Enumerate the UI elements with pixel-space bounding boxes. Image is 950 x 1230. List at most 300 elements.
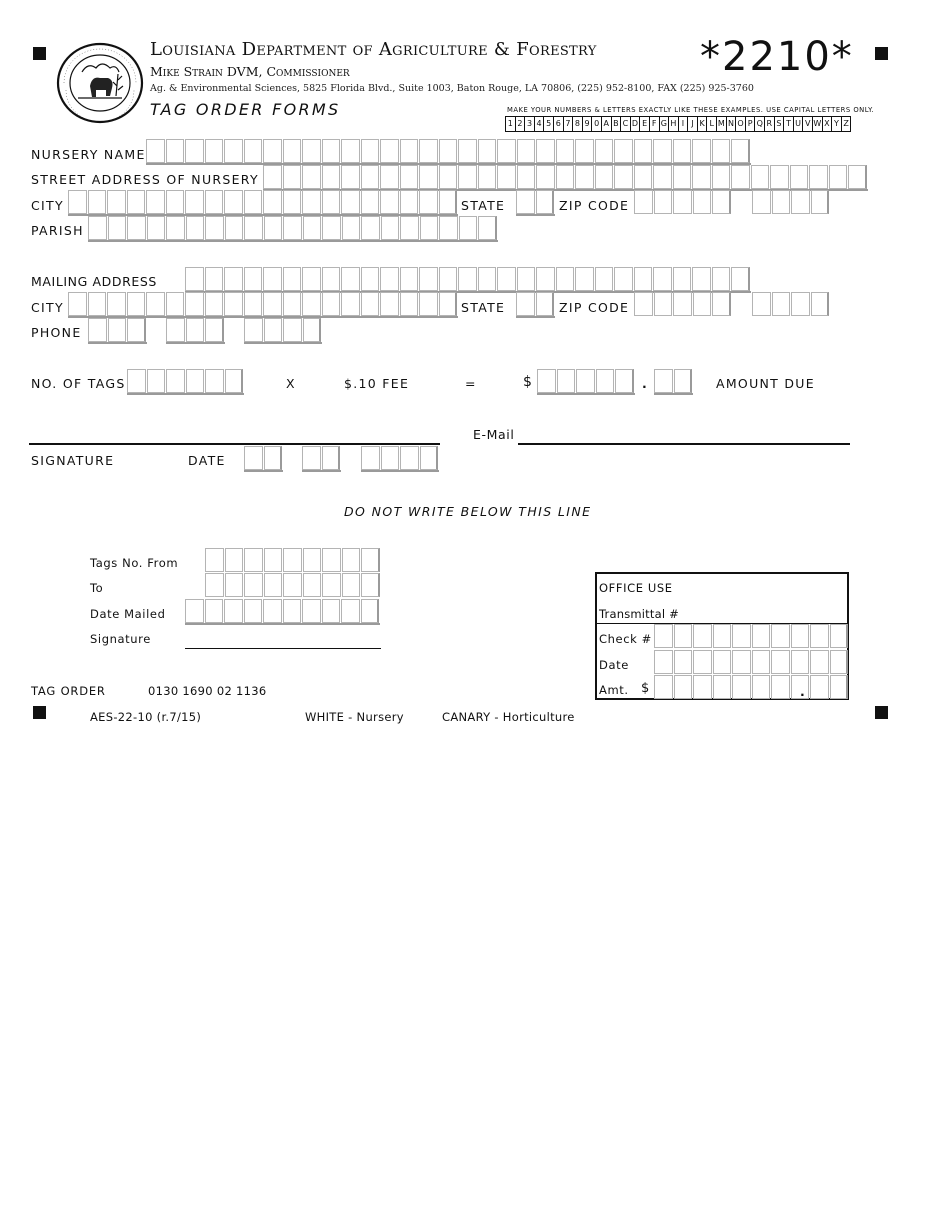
character-box[interactable] <box>400 446 419 470</box>
mailing-city-input[interactable] <box>68 292 458 318</box>
character-box[interactable] <box>341 139 360 163</box>
character-box[interactable] <box>791 292 810 316</box>
character-box[interactable] <box>205 548 224 572</box>
registration-mark-bottom-left <box>33 706 46 719</box>
character-box[interactable] <box>400 139 419 163</box>
character-box[interactable] <box>400 292 419 316</box>
character-box[interactable] <box>361 216 380 240</box>
character-box[interactable] <box>244 190 263 214</box>
character-box[interactable] <box>361 139 380 163</box>
character-box[interactable] <box>497 139 516 163</box>
character-box[interactable] <box>146 292 165 316</box>
city-label: CITY <box>31 198 64 213</box>
character-box[interactable] <box>127 190 146 214</box>
character-box[interactable] <box>634 190 653 214</box>
character-box[interactable] <box>341 292 360 316</box>
character-box[interactable] <box>264 318 283 342</box>
character-box[interactable] <box>634 267 653 291</box>
character-box[interactable] <box>264 216 283 240</box>
character-box[interactable] <box>752 650 771 674</box>
character-box[interactable] <box>459 216 478 240</box>
office-date-input[interactable] <box>654 650 849 674</box>
character-box[interactable] <box>224 139 243 163</box>
character-box[interactable] <box>751 165 770 189</box>
commissioner-name: Mike Strain DVM, Commissioner <box>150 64 350 79</box>
character-box[interactable] <box>380 190 399 214</box>
character-box[interactable] <box>224 292 243 316</box>
character-box[interactable] <box>361 165 380 189</box>
character-box[interactable] <box>791 624 810 648</box>
character-box[interactable] <box>517 267 536 291</box>
character-box[interactable] <box>674 369 693 393</box>
character-box[interactable] <box>712 139 731 163</box>
character-box[interactable] <box>322 548 341 572</box>
character-box[interactable] <box>185 599 204 623</box>
department-title: Louisiana Department of Agriculture & Forestry <box>150 39 597 60</box>
no-of-tags-input[interactable] <box>127 369 244 395</box>
character-box[interactable] <box>693 624 712 648</box>
character-box[interactable] <box>536 292 555 316</box>
character-box[interactable] <box>614 267 633 291</box>
character-box[interactable] <box>225 369 244 393</box>
character-box[interactable] <box>458 267 477 291</box>
character-box[interactable] <box>205 318 224 342</box>
character-box[interactable] <box>322 190 341 214</box>
character-box[interactable] <box>322 216 341 240</box>
character-box[interactable] <box>439 216 458 240</box>
state-input[interactable] <box>516 190 555 216</box>
email-line[interactable] <box>518 443 850 445</box>
character-box[interactable] <box>361 267 380 291</box>
character-box[interactable] <box>205 292 224 316</box>
character-box[interactable] <box>713 650 732 674</box>
character-box[interactable] <box>185 139 204 163</box>
character-box[interactable] <box>400 216 419 240</box>
character-box[interactable] <box>264 446 283 470</box>
character-box[interactable] <box>322 292 341 316</box>
character-box[interactable] <box>283 292 302 316</box>
character-box[interactable] <box>146 139 165 163</box>
character-box[interactable] <box>205 369 224 393</box>
character-box[interactable] <box>186 369 205 393</box>
character-box[interactable] <box>380 267 399 291</box>
character-box[interactable] <box>361 548 380 572</box>
character-box[interactable] <box>556 139 575 163</box>
character-box[interactable] <box>615 369 634 393</box>
character-box[interactable] <box>557 369 576 393</box>
character-box[interactable] <box>674 624 693 648</box>
character-box[interactable] <box>731 165 750 189</box>
character-box[interactable] <box>575 139 594 163</box>
check-number-input[interactable] <box>654 624 849 648</box>
character-box[interactable] <box>283 548 302 572</box>
character-box[interactable] <box>731 267 750 291</box>
character-box[interactable] <box>731 139 750 163</box>
character-box[interactable] <box>809 165 828 189</box>
character-box[interactable] <box>419 139 438 163</box>
character-box[interactable] <box>225 548 244 572</box>
character-box[interactable] <box>811 292 830 316</box>
character-box[interactable] <box>654 675 673 699</box>
office-amount-input[interactable] <box>654 675 849 699</box>
character-box[interactable] <box>732 650 751 674</box>
character-box[interactable] <box>166 369 185 393</box>
character-box[interactable] <box>185 190 204 214</box>
zip-plus-four-input[interactable] <box>752 190 830 214</box>
character-box[interactable] <box>653 267 672 291</box>
character-box[interactable] <box>673 139 692 163</box>
character-box[interactable] <box>712 165 731 189</box>
date-year-input[interactable] <box>361 446 439 472</box>
character-box[interactable] <box>595 139 614 163</box>
character-box[interactable] <box>595 165 614 189</box>
character-box[interactable] <box>516 292 535 316</box>
character-box[interactable] <box>830 624 849 648</box>
character-box[interactable] <box>88 318 107 342</box>
character-box[interactable] <box>654 624 673 648</box>
character-box[interactable] <box>634 165 653 189</box>
character-box[interactable] <box>303 318 322 342</box>
amount-dollars-input[interactable] <box>537 369 635 395</box>
character-box[interactable] <box>341 267 360 291</box>
character-box[interactable] <box>186 216 205 240</box>
character-box[interactable] <box>771 624 790 648</box>
character-box[interactable] <box>673 292 692 316</box>
character-box[interactable] <box>692 139 711 163</box>
character-box[interactable] <box>108 216 127 240</box>
character-box[interactable] <box>361 190 380 214</box>
character-box[interactable] <box>478 216 497 240</box>
character-box[interactable] <box>634 292 653 316</box>
character-box[interactable] <box>770 165 789 189</box>
character-box[interactable] <box>791 190 810 214</box>
character-box[interactable] <box>283 165 302 189</box>
example-character: 6 <box>554 117 564 131</box>
character-box[interactable] <box>205 216 224 240</box>
character-box[interactable] <box>302 446 321 470</box>
character-box[interactable] <box>516 190 535 214</box>
character-box[interactable] <box>263 292 282 316</box>
tags-no-from-input[interactable] <box>205 548 381 572</box>
character-box[interactable] <box>205 267 224 291</box>
character-box[interactable] <box>303 573 322 597</box>
character-box[interactable] <box>107 190 126 214</box>
character-box[interactable] <box>166 292 185 316</box>
character-box[interactable] <box>244 292 263 316</box>
character-box[interactable] <box>752 675 771 699</box>
character-box[interactable] <box>263 267 282 291</box>
character-box[interactable] <box>361 446 380 470</box>
character-box[interactable] <box>283 216 302 240</box>
character-box[interactable] <box>673 267 692 291</box>
character-box[interactable] <box>458 165 477 189</box>
character-box[interactable] <box>830 650 849 674</box>
character-box[interactable] <box>88 292 107 316</box>
character-box[interactable] <box>575 165 594 189</box>
character-box[interactable] <box>653 139 672 163</box>
mailing-zip-code-input[interactable] <box>634 292 732 316</box>
character-box[interactable] <box>224 190 243 214</box>
character-box[interactable] <box>127 318 146 342</box>
character-box[interactable] <box>322 165 341 189</box>
character-box[interactable] <box>673 190 692 214</box>
character-box[interactable] <box>771 650 790 674</box>
character-box[interactable] <box>419 190 438 214</box>
character-box[interactable] <box>458 139 477 163</box>
character-box[interactable] <box>556 165 575 189</box>
character-box[interactable] <box>303 548 322 572</box>
character-box[interactable] <box>264 548 283 572</box>
character-box[interactable] <box>108 318 127 342</box>
character-box[interactable] <box>732 675 751 699</box>
character-box[interactable] <box>244 548 263 572</box>
character-box[interactable] <box>478 267 497 291</box>
character-box[interactable] <box>654 369 673 393</box>
character-box[interactable] <box>302 267 321 291</box>
character-box[interactable] <box>692 267 711 291</box>
character-box[interactable] <box>810 675 829 699</box>
character-box[interactable] <box>283 573 302 597</box>
character-box[interactable] <box>342 216 361 240</box>
character-box[interactable] <box>185 267 204 291</box>
mailing-address-input[interactable] <box>185 267 751 293</box>
character-box[interactable] <box>674 650 693 674</box>
phone-area-code-input[interactable] <box>88 318 147 344</box>
tags-no-from-label: Tags No. From <box>90 556 179 570</box>
character-box[interactable] <box>673 165 692 189</box>
character-box[interactable] <box>88 190 107 214</box>
character-box[interactable] <box>244 216 263 240</box>
character-box[interactable] <box>322 599 341 623</box>
character-box[interactable] <box>811 190 830 214</box>
character-box[interactable] <box>713 624 732 648</box>
character-box[interactable] <box>478 139 497 163</box>
character-box[interactable] <box>419 267 438 291</box>
character-box[interactable] <box>107 292 126 316</box>
character-box[interactable] <box>322 446 341 470</box>
character-box[interactable] <box>497 165 516 189</box>
nursery-name-input[interactable] <box>146 139 751 165</box>
character-box[interactable] <box>537 369 556 393</box>
character-box[interactable] <box>361 599 380 623</box>
character-box[interactable] <box>225 216 244 240</box>
character-box[interactable] <box>225 573 244 597</box>
character-box[interactable] <box>674 675 693 699</box>
parish-input[interactable] <box>88 216 498 242</box>
multiply-sign: X <box>286 376 296 391</box>
character-box[interactable] <box>810 650 829 674</box>
character-box[interactable] <box>127 369 146 393</box>
character-box[interactable] <box>713 675 732 699</box>
character-box[interactable] <box>322 573 341 597</box>
character-box[interactable] <box>205 573 224 597</box>
character-box[interactable] <box>517 165 536 189</box>
character-box[interactable] <box>381 446 400 470</box>
date-month-input[interactable] <box>244 446 283 472</box>
character-box[interactable] <box>303 216 322 240</box>
character-box[interactable] <box>400 190 419 214</box>
character-box[interactable] <box>68 190 87 214</box>
office-signature-line[interactable] <box>185 648 381 649</box>
character-box[interactable] <box>439 267 458 291</box>
character-box[interactable] <box>302 139 321 163</box>
mailing-state-input[interactable] <box>516 292 555 318</box>
character-box[interactable] <box>790 165 809 189</box>
date-day-input[interactable] <box>302 446 341 472</box>
character-box[interactable] <box>244 139 263 163</box>
character-box[interactable] <box>166 190 185 214</box>
character-box[interactable] <box>400 267 419 291</box>
street-address-input[interactable] <box>263 165 868 191</box>
character-box[interactable] <box>693 190 712 214</box>
character-box[interactable] <box>596 369 615 393</box>
character-box[interactable] <box>595 267 614 291</box>
character-box[interactable] <box>205 139 224 163</box>
character-box[interactable] <box>693 292 712 316</box>
character-box[interactable] <box>302 599 321 623</box>
character-box[interactable] <box>712 292 731 316</box>
mailing-zip-plus-four-input[interactable] <box>752 292 830 316</box>
character-box[interactable] <box>380 165 399 189</box>
character-box[interactable] <box>575 267 594 291</box>
character-box[interactable] <box>380 139 399 163</box>
character-box[interactable] <box>693 650 712 674</box>
character-box[interactable] <box>712 190 731 214</box>
phone-prefix-input[interactable] <box>166 318 225 344</box>
signature-line[interactable] <box>29 443 440 445</box>
character-box[interactable] <box>654 650 673 674</box>
character-box[interactable] <box>127 216 146 240</box>
character-box[interactable] <box>146 190 165 214</box>
character-box[interactable] <box>752 190 771 214</box>
character-box[interactable] <box>419 165 438 189</box>
character-box[interactable] <box>263 165 282 189</box>
character-box[interactable] <box>302 165 321 189</box>
character-box[interactable] <box>576 369 595 393</box>
character-box[interactable] <box>166 216 185 240</box>
character-box[interactable] <box>732 624 751 648</box>
character-box[interactable] <box>205 190 224 214</box>
character-box[interactable] <box>634 139 653 163</box>
character-box[interactable] <box>420 216 439 240</box>
character-box[interactable] <box>654 292 673 316</box>
character-box[interactable] <box>244 267 263 291</box>
character-box[interactable] <box>283 318 302 342</box>
character-box[interactable] <box>361 292 380 316</box>
tags-to-input[interactable] <box>205 573 381 597</box>
character-box[interactable] <box>420 446 439 470</box>
character-box[interactable] <box>283 190 302 214</box>
character-box[interactable] <box>848 165 867 189</box>
character-box[interactable] <box>224 267 243 291</box>
character-box[interactable] <box>185 292 204 316</box>
character-box[interactable] <box>302 190 321 214</box>
character-box[interactable] <box>654 190 673 214</box>
character-box[interactable] <box>224 599 243 623</box>
character-box[interactable] <box>263 599 282 623</box>
character-box[interactable] <box>536 190 555 214</box>
character-box[interactable] <box>556 267 575 291</box>
character-box[interactable] <box>771 675 790 699</box>
character-box[interactable] <box>205 599 224 623</box>
character-box[interactable] <box>283 267 302 291</box>
character-box[interactable] <box>263 190 282 214</box>
character-box[interactable] <box>536 139 555 163</box>
character-box[interactable] <box>186 318 205 342</box>
character-box[interactable] <box>478 165 497 189</box>
character-box[interactable] <box>244 599 263 623</box>
character-box[interactable] <box>342 548 361 572</box>
amount-cents-input[interactable] <box>654 369 693 395</box>
character-box[interactable] <box>497 267 516 291</box>
character-box[interactable] <box>772 292 791 316</box>
character-box[interactable] <box>536 267 555 291</box>
character-box[interactable] <box>263 139 282 163</box>
date-mailed-input[interactable] <box>185 599 380 625</box>
character-box[interactable] <box>361 573 380 597</box>
character-box[interactable] <box>752 292 771 316</box>
character-box[interactable] <box>810 624 829 648</box>
character-box[interactable] <box>381 216 400 240</box>
character-box[interactable] <box>68 292 87 316</box>
city-input[interactable] <box>68 190 458 216</box>
phone-line-input[interactable] <box>244 318 322 344</box>
character-box[interactable] <box>380 292 399 316</box>
character-box[interactable] <box>166 139 185 163</box>
character-box[interactable] <box>283 599 302 623</box>
character-box[interactable] <box>653 165 672 189</box>
character-box[interactable] <box>341 165 360 189</box>
character-box[interactable] <box>127 292 146 316</box>
character-box[interactable] <box>536 165 555 189</box>
character-box[interactable] <box>264 573 283 597</box>
character-box[interactable] <box>712 267 731 291</box>
character-box[interactable] <box>322 139 341 163</box>
character-box[interactable] <box>322 267 341 291</box>
character-box[interactable] <box>439 165 458 189</box>
character-box[interactable] <box>439 190 458 214</box>
character-box[interactable] <box>791 650 810 674</box>
character-box[interactable] <box>244 446 263 470</box>
character-box[interactable] <box>772 190 791 214</box>
character-box[interactable] <box>147 216 166 240</box>
character-box[interactable] <box>88 216 107 240</box>
character-box[interactable] <box>439 139 458 163</box>
character-box[interactable] <box>147 369 166 393</box>
character-box[interactable] <box>614 165 633 189</box>
character-box[interactable] <box>283 139 302 163</box>
footer-tag-order: TAG ORDER <box>31 684 106 698</box>
character-box[interactable] <box>342 573 361 597</box>
character-box[interactable] <box>302 292 321 316</box>
character-box[interactable] <box>439 292 458 316</box>
zip-code-input[interactable] <box>634 190 732 214</box>
character-box[interactable] <box>400 165 419 189</box>
character-box[interactable] <box>752 624 771 648</box>
character-box[interactable] <box>341 599 360 623</box>
character-box[interactable] <box>693 675 712 699</box>
character-box[interactable] <box>244 318 263 342</box>
character-box[interactable] <box>829 165 848 189</box>
character-box[interactable] <box>166 318 185 342</box>
character-box[interactable] <box>517 139 536 163</box>
character-box[interactable] <box>692 165 711 189</box>
character-box[interactable] <box>244 573 263 597</box>
character-box[interactable] <box>830 675 849 699</box>
character-box[interactable] <box>341 190 360 214</box>
character-box[interactable] <box>419 292 438 316</box>
character-box[interactable] <box>614 139 633 163</box>
